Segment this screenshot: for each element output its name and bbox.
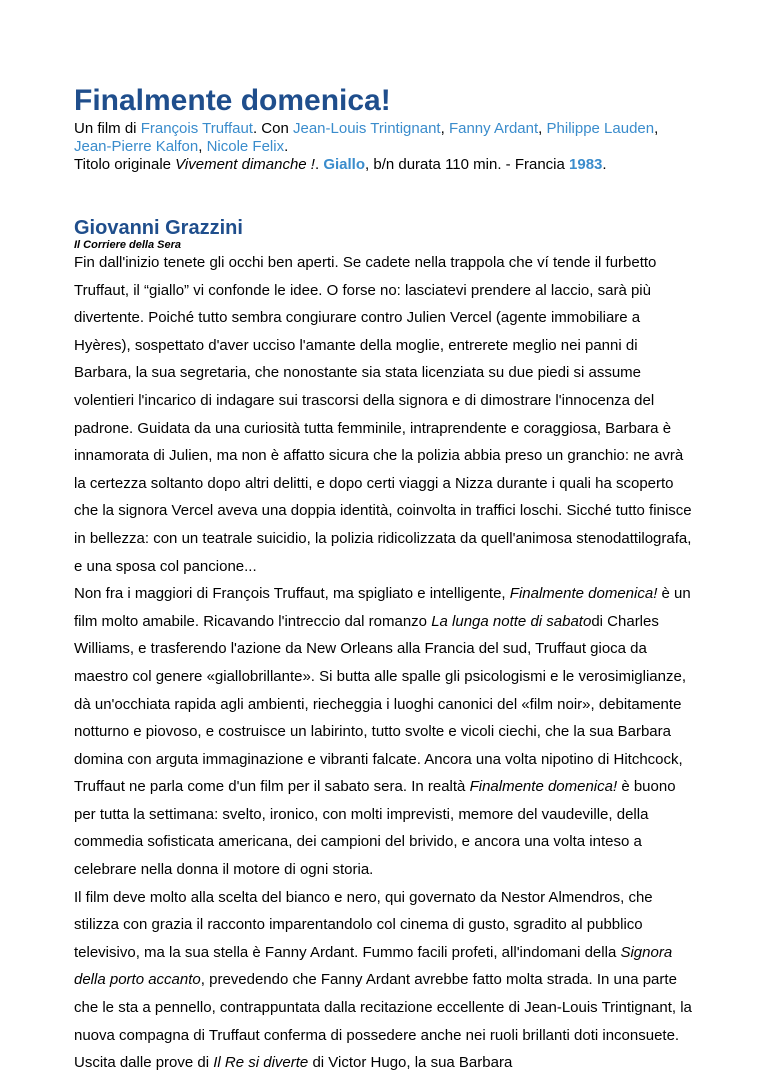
review-text-segment: è buono per tutta la settimana: svelto, ironico, con molti imprevisti, memore del vaudeville, della commedia sofisticata americana, dei campioni del brivido, e ancora una volta inteso a celebrare nella donna il motore di ogni storia. (74, 778, 676, 879)
cast-link-trintignant[interactable]: Jean-Louis Trintignant (293, 120, 441, 137)
review-text-segment: Non fra i maggiori di François Truffaut, ma spigliato e intelligente, (74, 585, 510, 603)
film-title-italic: Signora della porto accanto (74, 943, 673, 989)
review-paragraph-3 (74, 884, 694, 1077)
cast-link-lauden[interactable]: Philippe Lauden (546, 120, 655, 137)
review-paragraph-1: Fin dall'inizio tenete gli occhi ben aperti. Se cadete nella trappola che ví tende il furbetto Truffaut, il “giallo” vi confonde le idee. O forse no: lasciatevi prendere al laccio, sarà più divertente. Poiché tutto sembra congiurare contro Julien Vercel (agente immobiliare a Hyères), sospettato d'aver ucciso l'amante della moglie, entrerete meglio nei panni di Barbara, la sua segretaria, che nonostante sia stata licenziata su due piedi si assume volentieri l'incarico di indagare sui trascorsi della signora e di dimostrare l'innocenza del padrone. Guidata da una curiosità tutta femminile, intraprendente e coraggiosa, Barbara è innamorata di Julien, ma non è affatto sicura che la polizia abbia preso un granchio: ne avrà la certezza soltanto dopo altri delitti, e dopo certi viaggi a Nizza durante i quali ha scoperto che la signora Vercel aveva una doppia identità, coinvolta in traffici loschi. Sicché tutto finisce in bellezza: con un teatrale suicidio, la polizia ridicolizzata da quell'animosa stenodattilografa, e una sposa col pancione... (74, 254, 692, 575)
original-title: Vivement dimanche ! (175, 156, 315, 173)
cast-separator: , (440, 120, 449, 137)
play-title-italic: Il Re si diverte (213, 1054, 309, 1072)
review-text (74, 249, 694, 1077)
cast-link-ardant[interactable]: Fanny Ardant (448, 120, 539, 137)
page-title: Finalmente domenica! (74, 84, 391, 117)
novel-title-italic: La lunga notte di sabato (431, 612, 592, 630)
cast-separator: , (654, 120, 659, 137)
cast-separator: , (198, 138, 207, 155)
review-text-segment: di Victor Hugo, la sua Barbara (308, 1054, 513, 1072)
film-credits (74, 120, 694, 174)
film-info: , b/n durata 110 min. - Francia (365, 156, 570, 173)
film-title-italic: Finalmente domenica! (509, 585, 658, 603)
director-link[interactable]: François Truffaut (140, 120, 253, 137)
cast-link-felix[interactable]: Nicole Felix (206, 138, 285, 155)
review-text-segment: è un film molto amabile. Ricavando l'intreccio dal romanzo (74, 585, 691, 630)
details-end: . (602, 156, 607, 173)
genre-link[interactable]: Giallo (323, 156, 366, 173)
details-separator: . (314, 156, 324, 173)
review-source: Il Corriere della Sera (74, 239, 181, 251)
original-title-label: Titolo originale (74, 156, 176, 173)
review-author: Giovanni Grazzini (74, 217, 243, 239)
review-text-segment: di Charles Williams, e trasferendo l'azione da New Orleans alla Francia del sud, Truffaut gioca da maestro col genere «giallobrillante». Si butta alle spalle gli psicologismi e le verosimiglianze, dà un'occhiata rapida agli ambienti, riecheggia i luoghi canonici del «film noir», debitamente notturno e piovoso, e costruisce un labirinto, tutto svolte e vicoli ciechi, che la sua Barbara domina con arguta immaginazione e vibranti falcate. Ancora una volta nipotino di Hitchcock, Truffaut ne parla come d'un film per il sabato sera. In realtà (74, 612, 686, 796)
review-text-segment: , prevedendo che Fanny Ardant avrebbe fatto molta strada. In una parte che le sta a pennello, contrappuntata dalla recitazione eccellente di Jean-Louis Trintignant, la nuova compagna di Truffaut conferma di possedere anche nei ruoli brillanti doti inconsuete. Uscita dalle prove di (74, 971, 692, 1072)
review-text-segment: Il film deve molto alla scelta del bianco e nero, qui governato da Nestor Almendros, che stilizza con grazia il racconto imparentandolo col cinema di gusto, sgradito al pubblico televisivo, ma la sua stella è Fanny Ardant. Fummo facili profeti, all'indomani della (74, 888, 653, 961)
credits-end: . (284, 138, 289, 155)
review-paragraph-2 (74, 580, 694, 884)
cast-separator: , (538, 120, 547, 137)
year-link[interactable]: 1983 (569, 156, 603, 173)
film-title-italic: Finalmente domenica! (469, 778, 618, 796)
cast-link-kalfon[interactable]: Jean-Pierre Kalfon (74, 138, 199, 155)
credits-prefix: Un film di (74, 120, 141, 137)
cast-intro: . Con (252, 120, 293, 137)
